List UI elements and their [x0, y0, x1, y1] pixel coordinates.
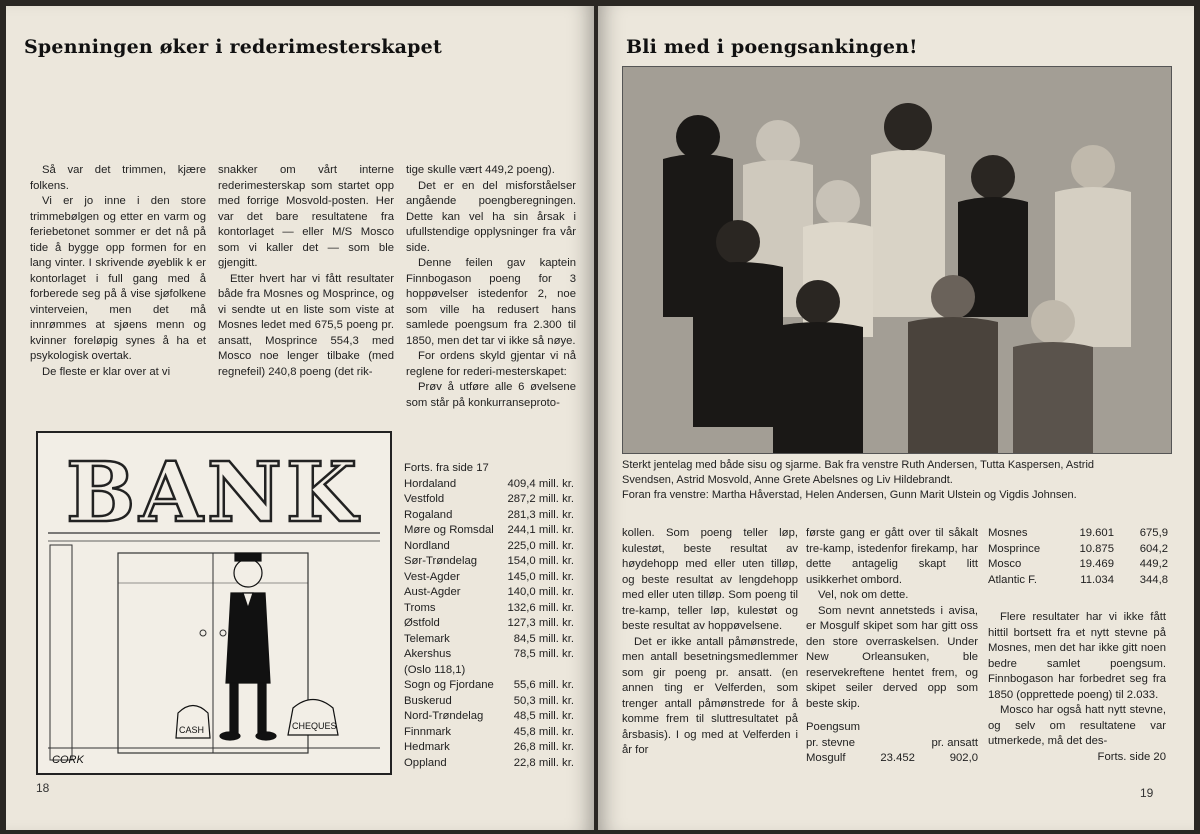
left-column-3: [406, 163, 576, 411]
photo-caption: [622, 458, 1170, 503]
county-value: 55,6 mill. kr.: [513, 679, 574, 691]
paragraph: Så var det trimmen, kjære folkens.: [30, 164, 206, 192]
score-header-row: pr. stevne pr. ansatt: [806, 736, 978, 749]
score-b: 604,2: [1139, 542, 1168, 555]
left-headline: Spenningen øker i rederimesterskapet: [24, 36, 442, 58]
score-row-mosgulf: Mosgulf 23.452 902,0: [806, 752, 978, 764]
continued-note: Forts. side 20: [1097, 750, 1166, 763]
score-name: Atlantic F.: [988, 573, 1037, 586]
county-value: 84,5 mill. kr.: [513, 632, 574, 645]
score-a: 10.875: [1079, 542, 1114, 555]
right-column-2: [806, 526, 978, 767]
score-name: Mosprince: [988, 542, 1041, 555]
county-name: Oppland: [404, 756, 447, 769]
county-name: Vest-Agder: [404, 570, 460, 583]
table-header: Forts. fra side 17: [404, 462, 489, 474]
county-name: Rogaland: [404, 508, 453, 521]
county-value: 287,2 mill. kr.: [507, 493, 574, 505]
left-column-1: [30, 163, 206, 380]
table-row: [404, 554, 574, 570]
county-value: 140,0 mill. kr.: [507, 586, 574, 598]
paragraph: Prøv å utføre alle 6 øvelsene som står på konkurranseproto-: [406, 381, 576, 409]
county-name: Østfold: [404, 617, 440, 629]
table-row: [404, 756, 574, 772]
score-row: [988, 573, 1168, 589]
county-value: 78,5 mill. kr.: [513, 648, 574, 660]
cash-bag-label: CASH: [179, 725, 205, 735]
cheques-bag-label: CHEQUES: [292, 721, 337, 731]
left-page: [6, 6, 594, 830]
caption-line: Svendsen, Astrid Mosvold, Anne Grete Abelsnes og Liv Hildebrandt.: [622, 474, 953, 486]
cartoon-signature: CORK: [52, 754, 84, 766]
table-row: [404, 570, 574, 586]
table-row: [404, 508, 574, 524]
score-table: [988, 526, 1168, 588]
table-row: [404, 616, 574, 632]
caption-line: Foran fra venstre: Martha Håverstad, Helen Andersen, Gunn Marit Ulstein og Vigdis Johnsen.: [622, 489, 1077, 501]
caption-line: Sterkt jentelag med både sisu og sjarme. Bak fra venstre Ruth Andersen, Tutta Kaspersen, Astrid: [622, 459, 1095, 471]
county-value: 127,3 mill. kr.: [507, 617, 574, 629]
table-row: [404, 647, 574, 663]
county-name: Troms: [404, 601, 436, 614]
county-name: Nord-Trøndelag: [404, 710, 484, 722]
right-column-3: [988, 610, 1166, 765]
county-name: Buskerud: [404, 694, 452, 707]
banker-figure: [220, 553, 276, 740]
paragraph: Vi er jo inne i den store trimmebølgen og etter en varm og feriebetonet sommer er det nå på tide å bygge opp formen for en lang vinter. I skrivende øyeblik k er kontorlaget i full gang med å forberede seg på å vise sjøfolkene vinterveien, men det må innrømmes at sjøens menn og kvinner foreløpig synes å ha et psykologisk overtak.: [30, 195, 206, 362]
county-name: Vestfold: [404, 493, 445, 505]
county-value: 154,0 mill. kr.: [507, 555, 574, 567]
county-name: (Oslo 118,1): [404, 663, 466, 676]
table-row: [404, 585, 574, 601]
table-row: [404, 523, 574, 539]
paragraph: kollen. Som poeng teller løp, kulestøt, beste resultat av høydehopp med eller uten tilløp, og beste resultat av lengdehopp med eller uten tilløp. Som poeng til tre-kamp, teller løp, kulestøt og beste resultat av hoppøvelsene.: [622, 527, 798, 632]
county-value: 22,8 mill. kr.: [513, 756, 574, 769]
right-headline: Bli med i poengsankingen!: [626, 36, 918, 58]
county-value: 26,8 mill. kr.: [513, 741, 574, 753]
county-name: Finnmark: [404, 725, 452, 738]
paragraph: Vel, nok om dette.: [818, 589, 909, 601]
score-a: 11.034: [1080, 573, 1114, 586]
page-number-left: 18: [36, 781, 50, 795]
score-name: Mosco: [988, 558, 1022, 570]
table-row: [404, 492, 574, 508]
score-header-label: Poengsum: [806, 721, 861, 733]
score-a: 19.469: [1079, 558, 1114, 570]
county-name: Hedmark: [404, 741, 450, 753]
county-name: Sogn og Fjordane: [404, 679, 494, 691]
county-value: 225,0 mill. kr.: [507, 539, 574, 552]
table-row: [404, 539, 574, 555]
county-name: Møre og Romsdal: [404, 524, 494, 536]
score-b: 449,2: [1139, 558, 1168, 570]
table-row: [404, 678, 574, 694]
table-row: [404, 725, 574, 741]
county-table: [404, 461, 574, 771]
score-name: Mosnes: [988, 527, 1028, 539]
score-row: [988, 526, 1168, 542]
right-page: [598, 6, 1194, 830]
left-column-2: [218, 163, 394, 380]
county-value: 244,1 mill. kr.: [507, 524, 574, 536]
right-column-1: [622, 526, 798, 759]
score-row: [988, 542, 1168, 558]
county-value: 48,5 mill. kr.: [513, 710, 574, 722]
paragraph: snakker om vårt interne rederimesterskap som startet opp med forrige Mosvold-posten. Her var det bare resultatene fra kontorlaget — eller M/S Mosco som vi kaller det — som ble gjengitt.: [218, 164, 394, 269]
paragraph: For ordens skyld gjentar vi nå reglene for rederi-mesterskapet:: [406, 350, 576, 378]
county-name: Telemark: [404, 632, 450, 645]
county-value: 45,8 mill. kr.: [513, 725, 574, 738]
paragraph: Det er ikke antall påmønstrede, men antall besetningsmedlemmer som gir poeng pr. ansatt. (en annen ting er Velferden, som trenger antall påmønstrede for å komme frem til sluttresultatet på årsbasis). I og med at Velferden i år for: [622, 635, 798, 756]
county-value: 50,3 mill. kr.: [513, 694, 574, 707]
paragraph: Flere resultater har vi ikke fått hittil bortsett fra et nytt stevne på Mosnes, men det har ikke gitt noen bedre samlet poengsum. Finnbogason har forbedret seg fra 1850 (opprettede poeng) til 2.033.: [988, 611, 1166, 701]
paragraph: Etter hvert har vi fått resultater både fra Mosnes og Mosprince, og vi sendte ut en liste som viste at Mosnes ledet med 675,5 poeng pr. ansatt, Mosprince 554,3 med Mosco noe lenger tilbake (med regnefeil) 240,8 poeng (det rik-: [218, 272, 394, 378]
county-value: 132,6 mill. kr.: [507, 601, 574, 614]
team-photo: [622, 66, 1172, 454]
table-row: [404, 663, 574, 679]
score-b: 344,8: [1139, 573, 1168, 586]
score-b: 675,9: [1139, 527, 1168, 539]
county-name: Hordaland: [404, 477, 457, 490]
table-row: [404, 709, 574, 725]
paragraph: tige skulle vært 449,2 poeng).: [406, 164, 555, 176]
county-name: Sør-Trøndelag: [404, 555, 478, 567]
paragraph: første gang er gått over til såkalt tre-kamp, istedenfor firekamp, har dette antagelig skapt litt usikkerhet ombord.: [806, 527, 978, 586]
county-value: 281,3 mill. kr.: [507, 508, 574, 521]
table-row: [404, 740, 574, 756]
bank-cartoon: [36, 431, 392, 775]
page-number-right: 19: [1140, 786, 1154, 800]
paragraph: Denne feilen gav kaptein Finnbogason poeng for 3 hoppøvelser istedenfor 2, noe som ville ha redusert hans samlede poengsum fra 2.300 til 1850, men det tar vi ikke så nøye.: [406, 257, 576, 347]
county-name: Aust-Agder: [404, 586, 461, 598]
paragraph: Som nevnt annetsteds i avisa, er Mosgulf skipet som har gitt oss den store overraskelsen. Under New Orleansuken, ble reservekreftene hentet frem, og skipet seiler derved opp som beste skip.: [806, 604, 978, 710]
paragraph: De fleste er klar over at vi: [42, 365, 171, 378]
bank-sign-text: BANK: [66, 445, 362, 541]
table-row: [404, 694, 574, 710]
paragraph: Mosco har også hatt nytt stevne, og selv om resultatene var utmerkede, må det des-: [988, 704, 1166, 747]
bank-cartoon-drawing: [38, 433, 390, 773]
paragraph: Det er en del misforståelser angående poengberegningen. Dette kan vel ha sin årsak i ufullstendige opplysninger fra vår side.: [406, 179, 576, 254]
county-value: 145,0 mill. kr.: [507, 570, 574, 583]
county-name: Nordland: [404, 539, 450, 552]
score-row: [988, 557, 1168, 573]
table-row: [404, 632, 574, 648]
table-row: [404, 601, 574, 617]
team-photo-image: [623, 67, 1171, 453]
score-a: 19.601: [1079, 527, 1114, 539]
county-value: [496, 663, 574, 679]
table-row: [404, 477, 574, 493]
county-value: 409,4 mill. kr.: [507, 477, 574, 490]
county-name: Akershus: [404, 648, 452, 660]
